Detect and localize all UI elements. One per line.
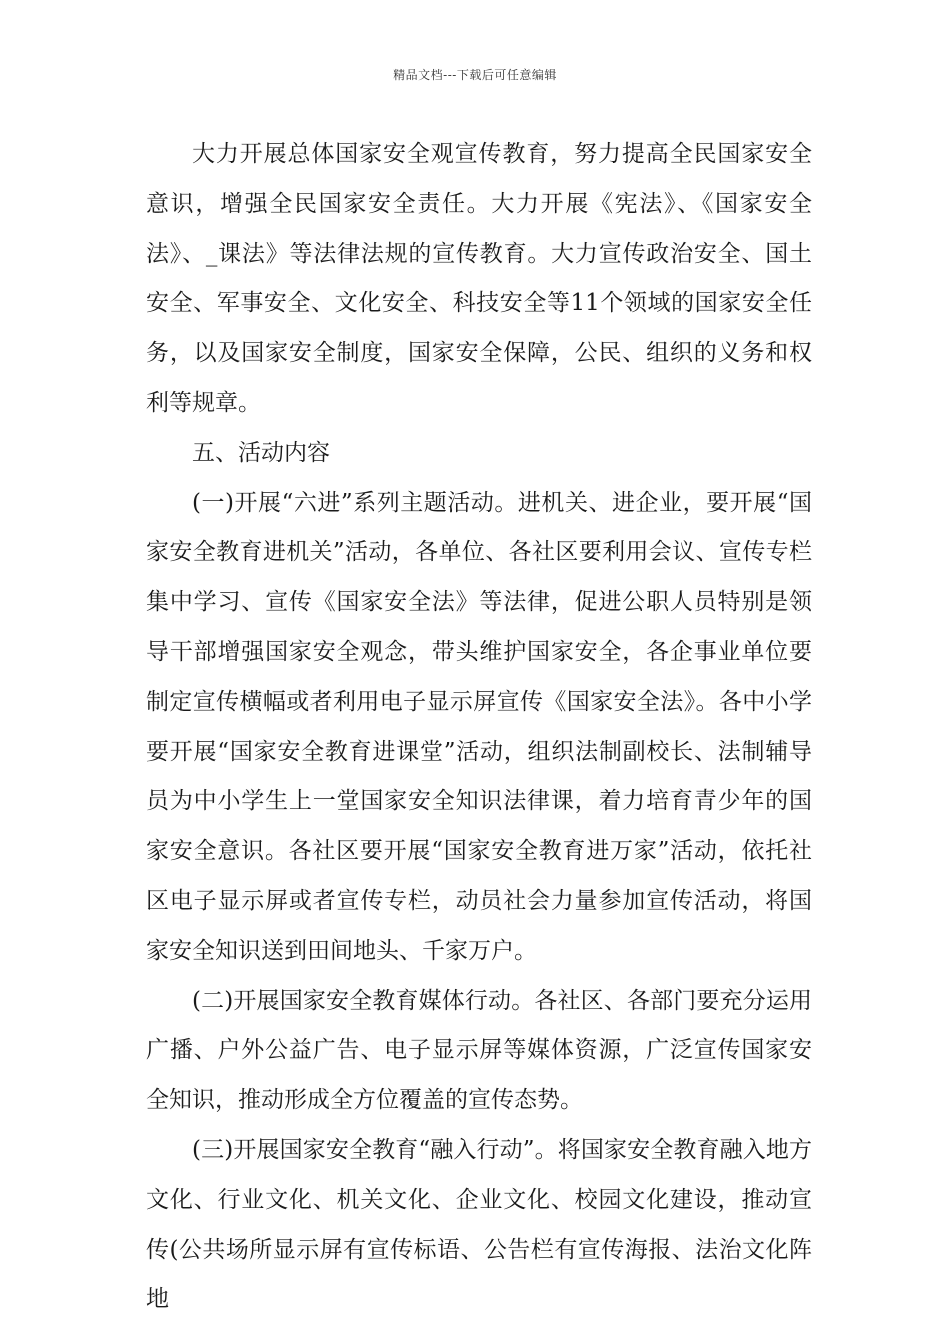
section-heading-activities: 五、活动内容	[192, 439, 330, 466]
document-body	[146, 130, 812, 1325]
paragraph-six-entries: (一)开展“六进”系列主题活动。进机关、进企业，要开展“国家安全教育进机关”活动，各单位、各社区要利用会议、宣传专栏集中学习、宣传《国家安全法》等法律，促进公职人员特别是领导干部增强国家安全观念，带头维护国家安全，各企事业单位要制定宣传横幅或者利用电子显示屏宣传《国家安全法》。各中小学要开展“国家安全教育进课堂”活动，组织法制副校长、法制辅导员为中小学生上一堂国家安全知识法律课，着力培育青少年的国家安全意识。各社区要开展“国家安全教育进万家”活动，依托社区电子显示屏或者宣传专栏，动员社会力量参加宣传活动，将国家安全知识送到田间地头、千家万户。	[146, 489, 812, 964]
paragraph-integration-action: (三)开展国家安全教育“融入行动”。将国家安全教育融入地方文化、行业文化、机关文化、企业文化、校园文化建设，推动宣传(公共场所显示屏有宣传标语、公告栏有宣传海报、法治文化阵地	[146, 1136, 812, 1313]
paragraph-media-action: (二)开展国家安全教育媒体行动。各社区、各部门要充分运用广播、户外公益广告、电子显示屏等媒体资源，广泛宣传国家安全知识，推动形成全方位覆盖的宣传态势。	[146, 987, 812, 1114]
page-header: 精品文档---下载后可任意编辑	[393, 68, 557, 82]
paragraph-security-education: 大力开展总体国家安全观宣传教育，努力提高全民国家安全意识，增强全民国家安全责任。大力开展《宪法》、《国家安全法》、_课法》等法律法规的宣传教育。大力宣传政治安全、国土安全、军事安全、文化安全、科技安全等11个领域的国家安全任务，以及国家安全制度，国家安全保障，公民、组织的义务和权利等规章。	[146, 141, 812, 416]
